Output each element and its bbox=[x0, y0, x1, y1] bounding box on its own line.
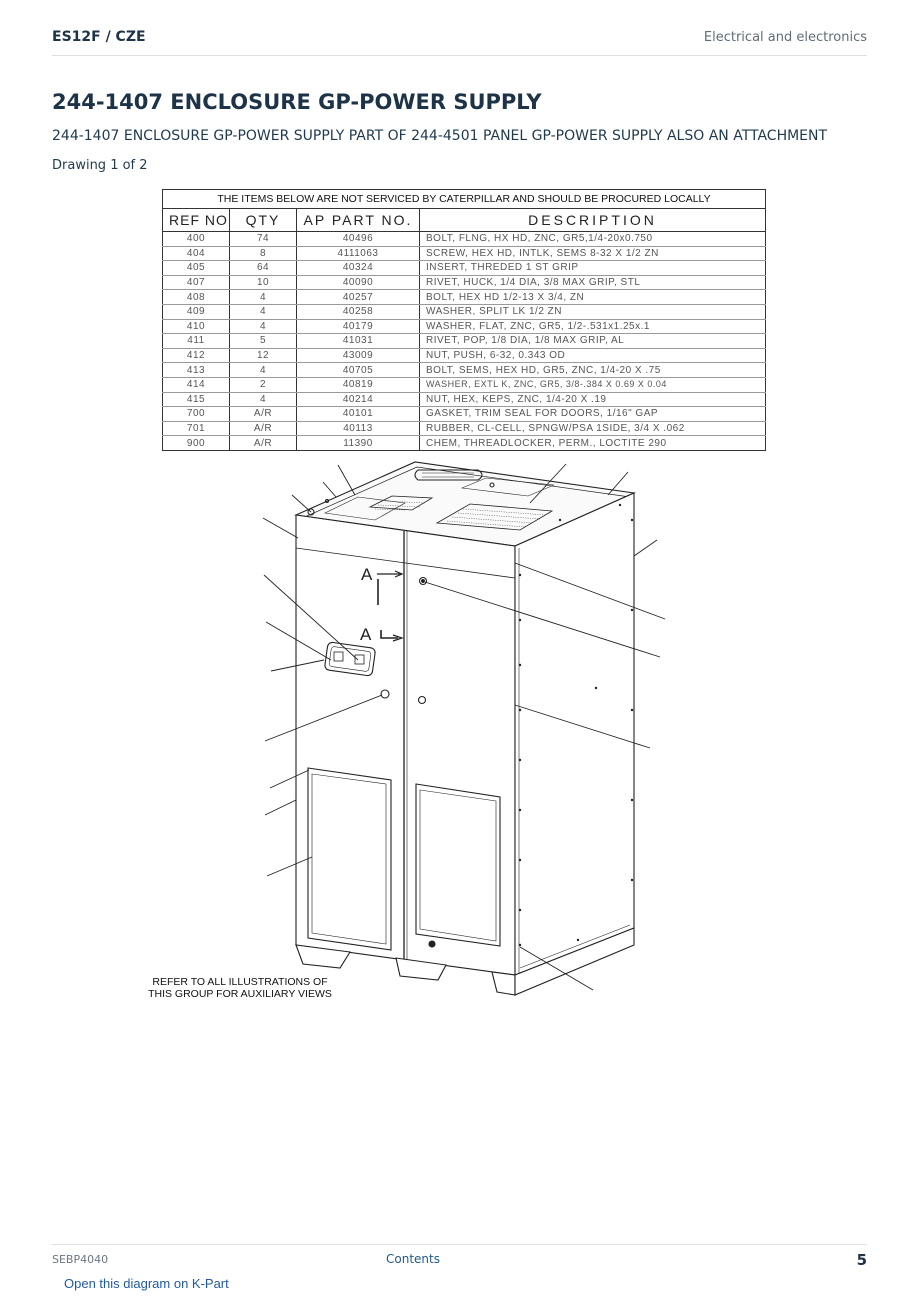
qty-cell: 4 bbox=[230, 304, 297, 319]
ref-no-cell: 415 bbox=[163, 392, 230, 407]
ref-no-cell: 413 bbox=[163, 363, 230, 378]
qty-cell: 4 bbox=[230, 363, 297, 378]
column-header-part-no: AP PART NO. bbox=[297, 209, 420, 232]
ref-no-cell: 700 bbox=[163, 407, 230, 422]
table-row bbox=[163, 246, 766, 261]
description-cell: GASKET, TRIM SEAL FOR DOORS, 1/16" GAP bbox=[420, 407, 766, 422]
ref-no-cell: 409 bbox=[163, 304, 230, 319]
drawing-note-line-2: THIS GROUP FOR AUXILIARY VIEWS bbox=[148, 988, 332, 1000]
qty-cell: 8 bbox=[230, 246, 297, 261]
qty-cell: 74 bbox=[230, 232, 297, 247]
table-row bbox=[163, 392, 766, 407]
column-header-qty: QTY bbox=[230, 209, 297, 232]
qty-cell: 2 bbox=[230, 377, 297, 392]
table-row bbox=[163, 363, 766, 378]
qty-cell: 5 bbox=[230, 334, 297, 349]
column-header-ref-no: REF NO bbox=[163, 209, 230, 232]
description-cell: CHEM, THREADLOCKER, PERM., LOCTITE 290 bbox=[420, 436, 766, 451]
page-subtitle: 244-1407 ENCLOSURE GP-POWER SUPPLY PART OF 244-4501 PANEL GP-POWER SUPPLY ALSO AN ATTACHMENT bbox=[52, 128, 828, 144]
description-cell: BOLT, SEMS, HEX HD, GR5, ZNC, 1/4-20 X .75 bbox=[420, 363, 766, 378]
part-no-cell: 40179 bbox=[297, 319, 420, 334]
drawing-counter: Drawing 1 of 2 bbox=[52, 158, 148, 173]
ref-no-cell: 410 bbox=[163, 319, 230, 334]
ref-no-cell: 412 bbox=[163, 348, 230, 363]
description-cell: WASHER, EXTL K, ZNC, GR5, 3/8-.384 X 0.69 X 0.04 bbox=[420, 377, 766, 392]
ref-no-cell: 701 bbox=[163, 421, 230, 436]
table-row bbox=[163, 348, 766, 363]
section-mark-bottom: A bbox=[360, 625, 372, 644]
part-no-cell: 40496 bbox=[297, 232, 420, 247]
table-row bbox=[163, 319, 766, 334]
description-cell: INSERT, THREDED 1 ST GRIP bbox=[420, 261, 766, 276]
description-cell: RIVET, HUCK, 1/4 DIA, 3/8 MAX GRIP, STL bbox=[420, 275, 766, 290]
part-no-cell: 40705 bbox=[297, 363, 420, 378]
ref-no-cell: 407 bbox=[163, 275, 230, 290]
table-row bbox=[163, 304, 766, 319]
qty-cell: A/R bbox=[230, 421, 297, 436]
qty-cell: 12 bbox=[230, 348, 297, 363]
part-no-cell: 4111063 bbox=[297, 246, 420, 261]
part-no-cell: 40090 bbox=[297, 275, 420, 290]
description-cell: NUT, HEX, KEPS, ZNC, 1/4-20 X .19 bbox=[420, 392, 766, 407]
column-header-description: DESCRIPTION bbox=[420, 209, 766, 232]
cabinet-right-side bbox=[515, 493, 634, 975]
table-row bbox=[163, 334, 766, 349]
part-no-cell: 40113 bbox=[297, 421, 420, 436]
ref-no-cell: 414 bbox=[163, 377, 230, 392]
footer-divider bbox=[52, 1244, 867, 1245]
qty-cell: A/R bbox=[230, 436, 297, 451]
part-no-cell: 40258 bbox=[297, 304, 420, 319]
parts-table-header-row bbox=[163, 209, 766, 232]
qty-cell: 4 bbox=[230, 319, 297, 334]
qty-cell: A/R bbox=[230, 407, 297, 422]
table-row bbox=[163, 275, 766, 290]
description-cell: WASHER, FLAT, ZNC, GR5, 1/2-.531x1.25x.1 bbox=[420, 319, 766, 334]
enclosure-drawing bbox=[140, 455, 820, 1015]
ref-no-cell: 405 bbox=[163, 261, 230, 276]
ref-no-cell: 404 bbox=[163, 246, 230, 261]
table-row bbox=[163, 377, 766, 392]
ref-no-cell: 400 bbox=[163, 232, 230, 247]
contents-link[interactable]: Contents bbox=[386, 1252, 440, 1266]
ref-no-cell: 408 bbox=[163, 290, 230, 305]
part-no-cell: 40214 bbox=[297, 392, 420, 407]
ref-no-cell: 411 bbox=[163, 334, 230, 349]
part-no-cell: 43009 bbox=[297, 348, 420, 363]
description-cell: BOLT, HEX HD 1/2-13 X 3/4, ZN bbox=[420, 290, 766, 305]
qty-cell: 4 bbox=[230, 290, 297, 305]
table-row bbox=[163, 407, 766, 422]
qty-cell: 4 bbox=[230, 392, 297, 407]
page-title: 244-1407 ENCLOSURE GP-POWER SUPPLY bbox=[52, 90, 542, 114]
drawing-note-line-1: REFER TO ALL ILLUSTRATIONS OF bbox=[152, 976, 328, 988]
description-cell: RUBBER, CL-CELL, SPNGW/PSA 1SIDE, 3/4 X .062 bbox=[420, 421, 766, 436]
document-model-header: ES12F / CZE bbox=[52, 29, 146, 45]
qty-cell: 64 bbox=[230, 261, 297, 276]
part-no-cell: 40819 bbox=[297, 377, 420, 392]
cabinet-front-face bbox=[296, 515, 515, 975]
part-no-cell: 41031 bbox=[297, 334, 420, 349]
qty-cell: 10 bbox=[230, 275, 297, 290]
part-no-cell: 40324 bbox=[297, 261, 420, 276]
parts-table bbox=[162, 189, 766, 451]
part-no-cell: 40257 bbox=[297, 290, 420, 305]
description-cell: WASHER, SPLIT LK 1/2 ZN bbox=[420, 304, 766, 319]
description-cell: NUT, PUSH, 6-32, 0.343 OD bbox=[420, 348, 766, 363]
table-row bbox=[163, 436, 766, 451]
description-cell: BOLT, FLNG, HX HD, ZNC, GR5,1/4-20x0.750 bbox=[420, 232, 766, 247]
table-row bbox=[163, 421, 766, 436]
ref-no-cell: 900 bbox=[163, 436, 230, 451]
parts-table-notice-row bbox=[163, 190, 766, 209]
table-row bbox=[163, 261, 766, 276]
description-cell: SCREW, HEX HD, INTLK, SEMS 8-32 X 1/2 ZN bbox=[420, 246, 766, 261]
section-header: Electrical and electronics bbox=[703, 30, 867, 45]
part-no-cell: 11390 bbox=[297, 436, 420, 451]
table-row bbox=[163, 232, 766, 247]
parts-table-notice: THE ITEMS BELOW ARE NOT SERVICED BY CATERPILLAR AND SHOULD BE PROCURED LOCALLY bbox=[163, 190, 766, 209]
page-number: 5 bbox=[856, 1251, 867, 1269]
document-id: SEBP4040 bbox=[52, 1253, 109, 1266]
part-no-cell: 40101 bbox=[297, 407, 420, 422]
table-row bbox=[163, 290, 766, 305]
description-cell: RIVET, POP, 1/8 DIA, 1/8 MAX GRIP, AL bbox=[420, 334, 766, 349]
base-foot-right bbox=[492, 972, 515, 995]
header-divider bbox=[52, 55, 867, 56]
section-mark-top: A bbox=[361, 565, 373, 584]
open-in-kpart-link[interactable]: Open this diagram on K-Part bbox=[64, 1276, 229, 1291]
